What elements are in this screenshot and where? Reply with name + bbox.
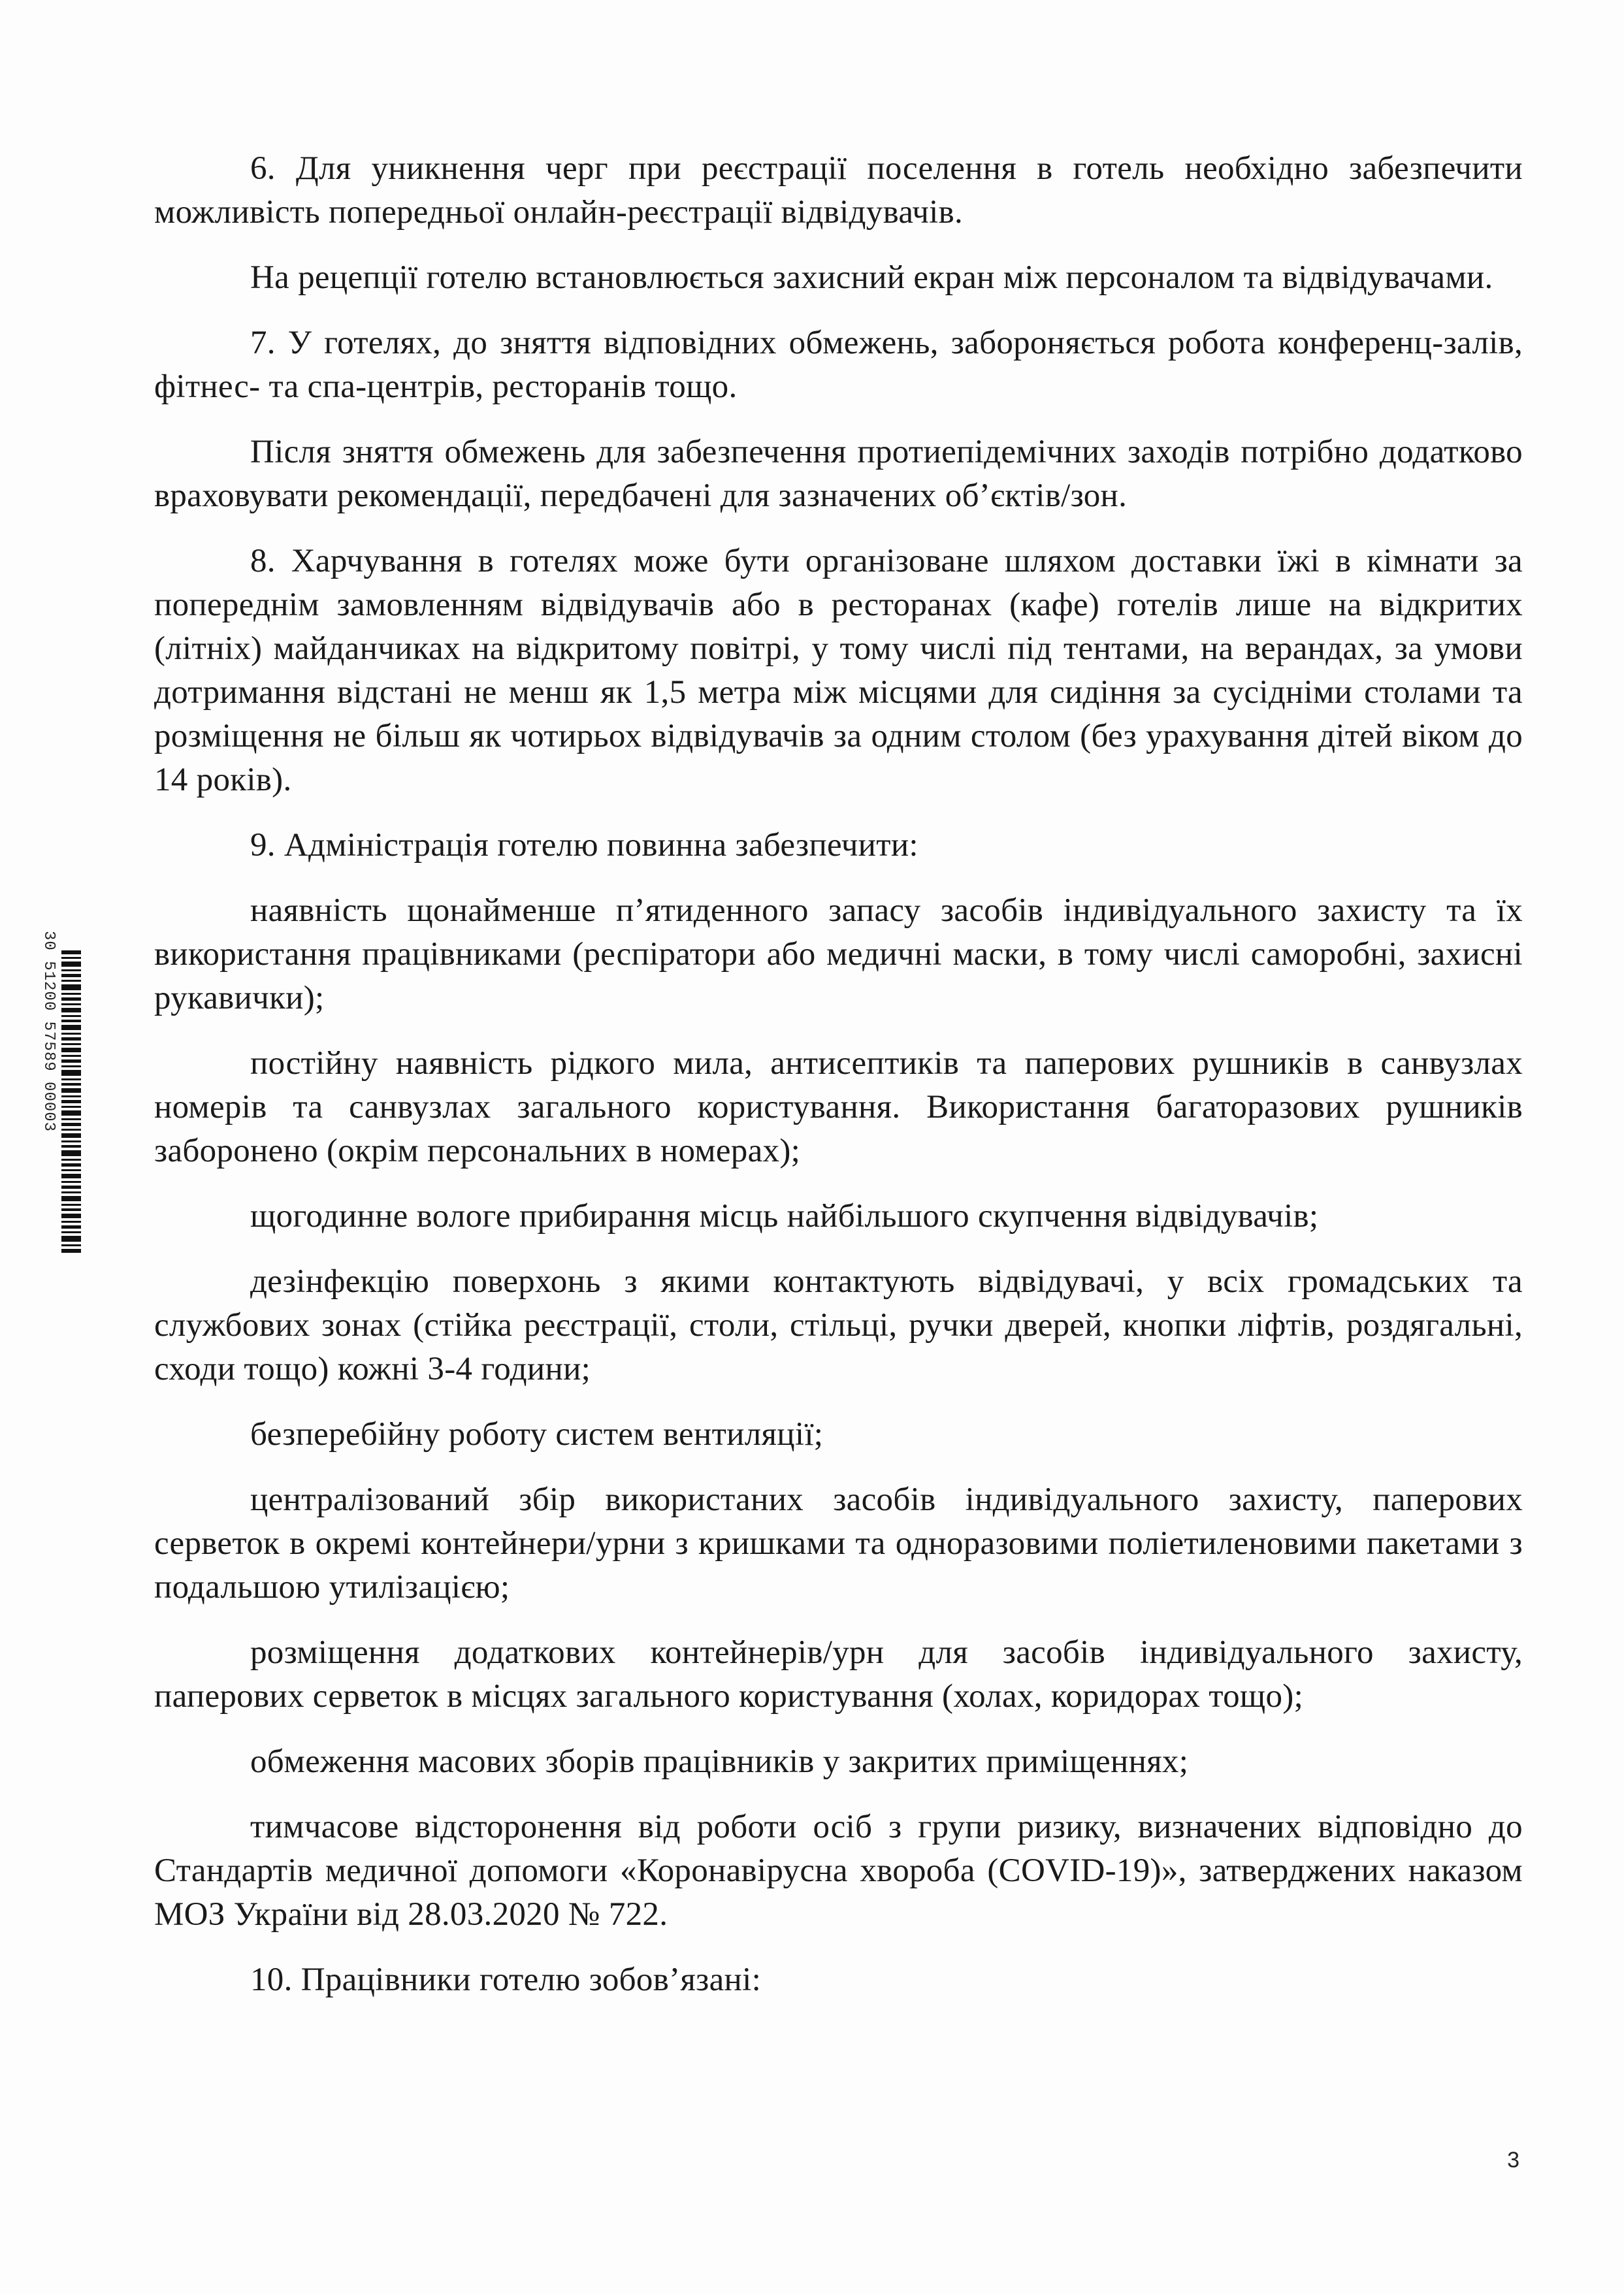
list-item-ventilation: безперебійну роботу систем вентиляції; xyxy=(250,1416,824,1453)
list-item-disinfection: дезінфекцію поверхонь з якими контактують відвідувачі, у всіх громадських та службових зонах (стійка реєстрації, столи, стільці, ручки дверей, кнопки ліфтів, роздягальні, сходи тощо) кожні 3-4 години; xyxy=(154,1263,1523,1387)
list-item-ppe-supply: наявність щонайменше п’ятиденного запасу засобів індивідуального захисту та їх використання працівниками (респіратори або медичні маски, в тому числі саморобні, захисні рукавички); xyxy=(154,892,1523,1016)
paragraph-10: 10. Працівники готелю зобов’язані: xyxy=(250,1962,762,1998)
paragraph-6: 6. Для уникнення черг при реєстрації поселення в готель необхідно забезпечити можливість попередньої онлайн-реєстрації відвідувачів. xyxy=(154,150,1523,231)
page-number: 3 xyxy=(1507,2148,1519,2173)
document-body xyxy=(154,147,1523,2024)
paragraph-after-restrictions: Після зняття обмежень для забезпечення протиепідемічних заходів потрібно додатково враховувати рекомендації, передбачені для зазначених об’єктів/зон. xyxy=(154,434,1523,514)
list-item-limit-gatherings: обмеження масових зборів працівників у закритих приміщеннях; xyxy=(250,1743,1189,1780)
paragraph-9: 9. Адміністрація готелю повинна забезпечити: xyxy=(250,827,918,864)
list-item-extra-containers: розміщення додаткових контейнерів/урн для засобів індивідуального захисту, паперових серветок в місцях загального користування (холах, коридорах тощо); xyxy=(154,1634,1523,1715)
list-item-risk-group: тимчасове відсторонення від роботи осіб з групи ризику, визначених відповідно до Стандартів медичної допомоги «Коронавірусна хвороба (COVID-19)», затверджених наказом МОЗ України від 28.03.2020 № 722. xyxy=(154,1809,1523,1933)
list-item-waste-collection: централізований збір використаних засобів індивідуального захисту, паперових серветок в окремі контейнери/урни з кришками та одноразовими поліетиленовими пакетами з подальшою утилізацією; xyxy=(154,1481,1523,1606)
paragraph-7: 7. У готелях, до зняття відповідних обмежень, забороняється робота конференц-залів, фітнес- та спа-центрів, ресторанів тощо. xyxy=(154,325,1523,405)
barcode-number: 30 51200 57589 00003 xyxy=(40,931,57,1133)
barcode-bars xyxy=(61,950,81,1257)
side-barcode xyxy=(38,931,84,1277)
list-item-soap-antiseptics: постійну наявність рідкого мила, антисептиків та паперових рушників в санвузлах номерів та санвузлах загального користування. Використання багаторазових рушників заборонено (окрім персональних в номерах); xyxy=(154,1045,1523,1169)
list-item-hourly-cleaning: щогодинне вологе прибирання місць найбільшого скупчення відвідувачів; xyxy=(250,1198,1319,1235)
paragraph-reception-screen: На рецепції готелю встановлюється захисний екран між персоналом та відвідувачами. xyxy=(250,259,1493,296)
paragraph-8: 8. Харчування в готелях може бути організоване шляхом доставки їжі в кімнати за попереднім замовленням відвідувачів або в ресторанах (кафе) готелів лише на відкритих (літніх) майданчиках на відкритому повітрі, у тому числі під тентами, на верандах, за умови дотримання відстані не менш як 1,5 метра між місцями для сидіння за сусідніми столами та розміщення не більш як чотирьох відвідувачів за одним столом (без урахування дітей віком до 14 років). xyxy=(154,543,1523,798)
